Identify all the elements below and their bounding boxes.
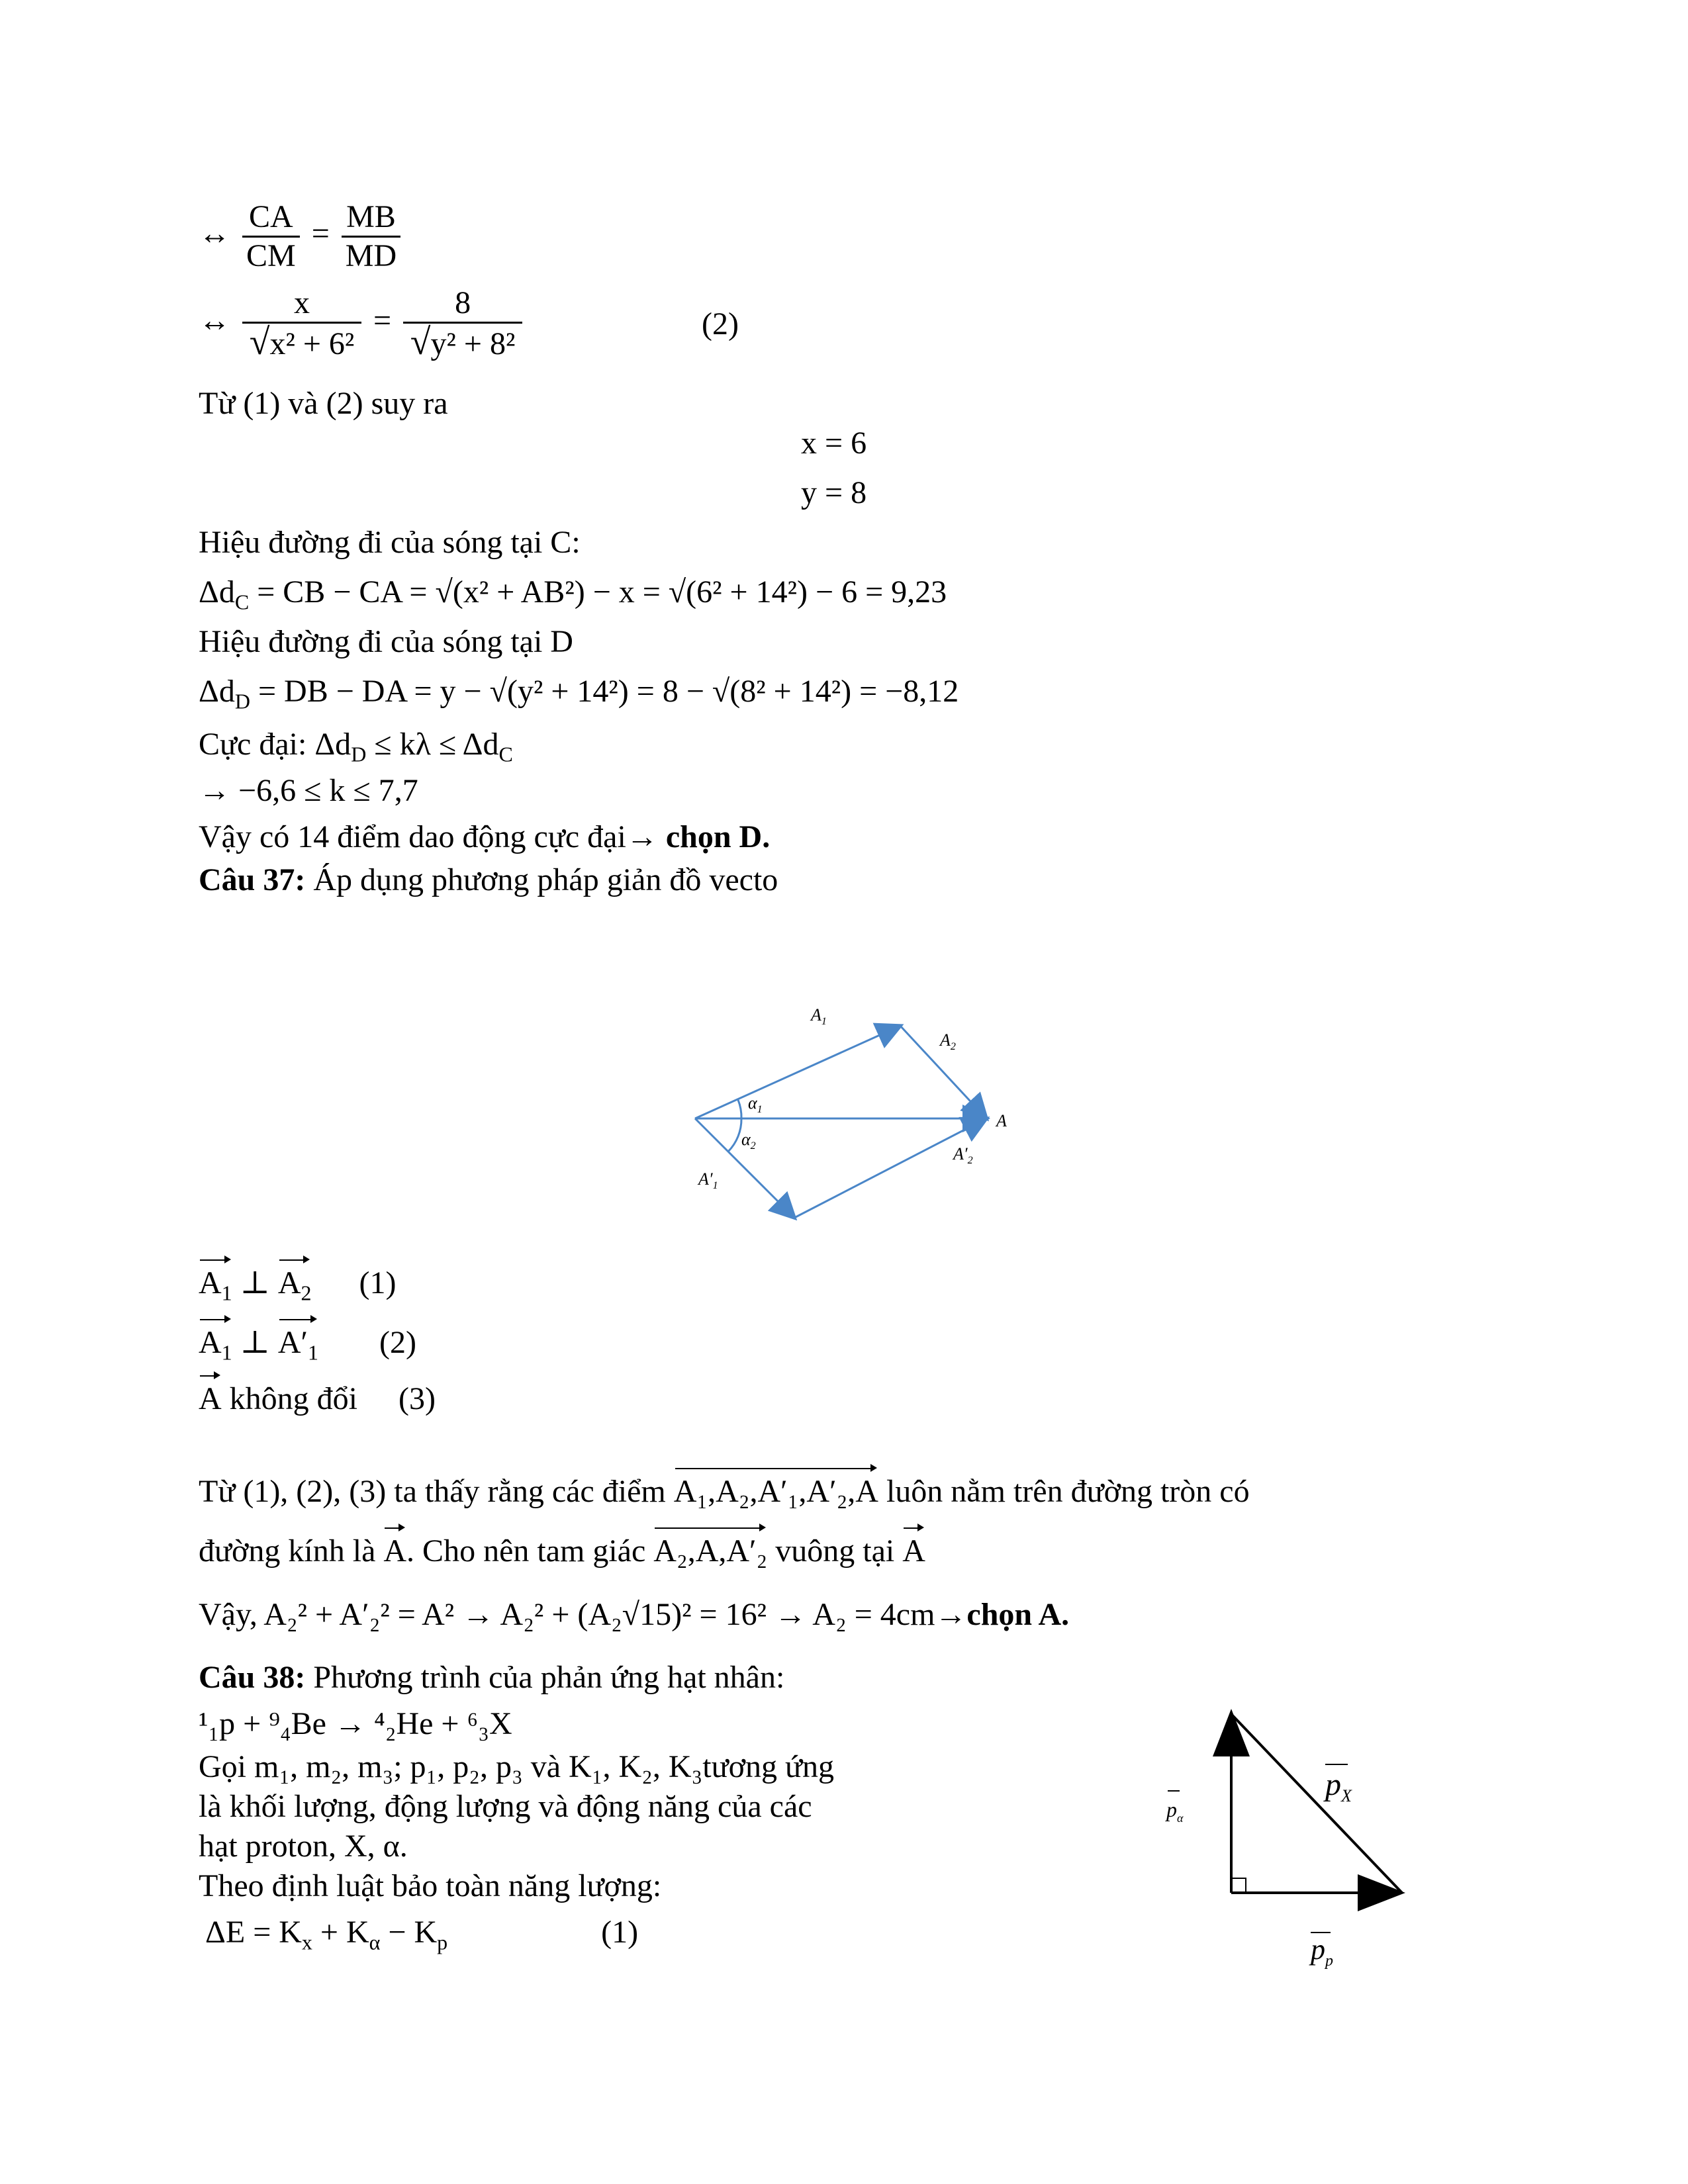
text-line: Gọi m₁, m₂, m₃; p₁, p₂, p₃ và K₁, K₂, K₃tương ứng — [199, 1749, 834, 1784]
vector-diagram — [675, 986, 1072, 1251]
equation-max: Cực đại: $\Delta d_D \le k\lambda \le \Delta d_C$ — [199, 727, 513, 766]
label-a2: $A_2$ — [940, 1030, 956, 1052]
label-alpha1: $\alpha_1$ — [748, 1093, 763, 1115]
relation-2: $A_1$ ⊥ $A'_1$ (2) — [199, 1314, 416, 1373]
conclusion-line-2: đường kính là A. Cho nên tam giác A₂,A,A′₂ vuông tại A — [199, 1522, 925, 1571]
vector-p-x-line — [1231, 1714, 1402, 1893]
fraction-ca-cm: $\frac{CA}{CM}$ — [242, 199, 300, 275]
text-line: Hiệu đường đi của sóng tại C: — [199, 525, 581, 560]
equiv-symbol: ↔ — [199, 216, 230, 251]
vector-a1-line — [695, 1026, 900, 1118]
label-p-x: $p_X$ — [1325, 1767, 1352, 1805]
label-a2-prime: $A'_2$ — [953, 1144, 973, 1166]
label-a1-prime: $A'_1$ — [698, 1169, 718, 1191]
vector-a2p-line — [794, 1118, 986, 1218]
text-line: là khối lượng, động lượng và động năng của các — [199, 1789, 812, 1824]
reaction-equation: ¹₁p + ⁹₄Be → ⁴₂He + ⁶₃X — [199, 1706, 512, 1741]
fraction-mb-md: $\frac{MB}{MD}$ — [342, 199, 400, 275]
equation-delta-d: $\Delta d_D$ = DB − DA = y − √(y² + 14²) = 8 − √(8² + 14²) = −8,12 — [199, 674, 959, 713]
fraction-x: $\frac{x}{\text{√x² + 6²}}$ — [242, 285, 361, 363]
label-p-p: $p_p$ — [1311, 1933, 1333, 1970]
equation-ratio: ↔ $\frac{CA}{CM}$ = $\frac{MB}{MD}$ — [199, 199, 404, 275]
momentum-diagram — [1152, 1701, 1443, 1992]
angle-arc-1 — [738, 1100, 741, 1118]
equation-k-range: → −6,6 ≤ k ≤ 7,7 — [199, 773, 418, 808]
energy-equation: $\Delta E = K_x + K_\alpha - K_p$ (1) — [205, 1915, 639, 1954]
text-line: Theo định luật bảo toàn năng lượng: — [199, 1868, 662, 1903]
question-37-heading: Câu 37: Áp dụng phương pháp giản đồ vecto — [199, 862, 778, 897]
label-alpha2: $\alpha_2$ — [741, 1130, 756, 1152]
question-38-heading: Câu 38: Phương trình của phản ứng hạt nhân: — [199, 1660, 785, 1695]
equation-2: ↔ $\frac{x}{\text{√x² + 6²}}$ = $\frac{8}{\text{√y² + 8²}}$ — [199, 285, 526, 363]
conclusion-line-1: Từ (1), (2), (3) ta thấy rằng các điểm A₁,A₂,A′₁,A′₂,A luôn nằm trên đường tròn có — [199, 1463, 1250, 1512]
equation-delta-c: $\Delta d_C$ = CB − CA = √(x² + AB²) − x = √(6² + 14²) − 6 = 9,23 — [199, 574, 947, 614]
answer-line: Vậy có 14 điểm dao động cực đại→ chọn D. — [199, 819, 771, 854]
text-line: Hiệu đường đi của sóng tại D — [199, 624, 573, 659]
label-p-alpha: $p_\alpha$ — [1166, 1797, 1184, 1825]
equation-2-tag: (2) — [702, 306, 739, 341]
result-x: x = 6 — [801, 426, 867, 461]
right-angle-mark — [1231, 1878, 1246, 1893]
result-y: y = 8 — [801, 475, 867, 510]
relation-1: $A_1$ ⊥ $A_2$ (1) — [199, 1254, 396, 1313]
fraction-8: $\frac{8}{\text{√y² + 8²}}$ — [403, 285, 522, 363]
answer-37: Vậy, A₂² + A′₂² = A² → A₂² + (A₂√15)² = 16² → A₂ = 4cm→chọn A. — [199, 1597, 1070, 1632]
label-a1: $A_1$ — [811, 1005, 827, 1027]
label-a: A — [996, 1111, 1007, 1130]
text-line: hạt proton, X, α. — [199, 1829, 408, 1864]
relation-3: A không đổi (3) — [199, 1370, 436, 1419]
angle-arc-2 — [728, 1118, 741, 1152]
text-line: Từ (1) và (2) suy ra — [199, 386, 448, 421]
